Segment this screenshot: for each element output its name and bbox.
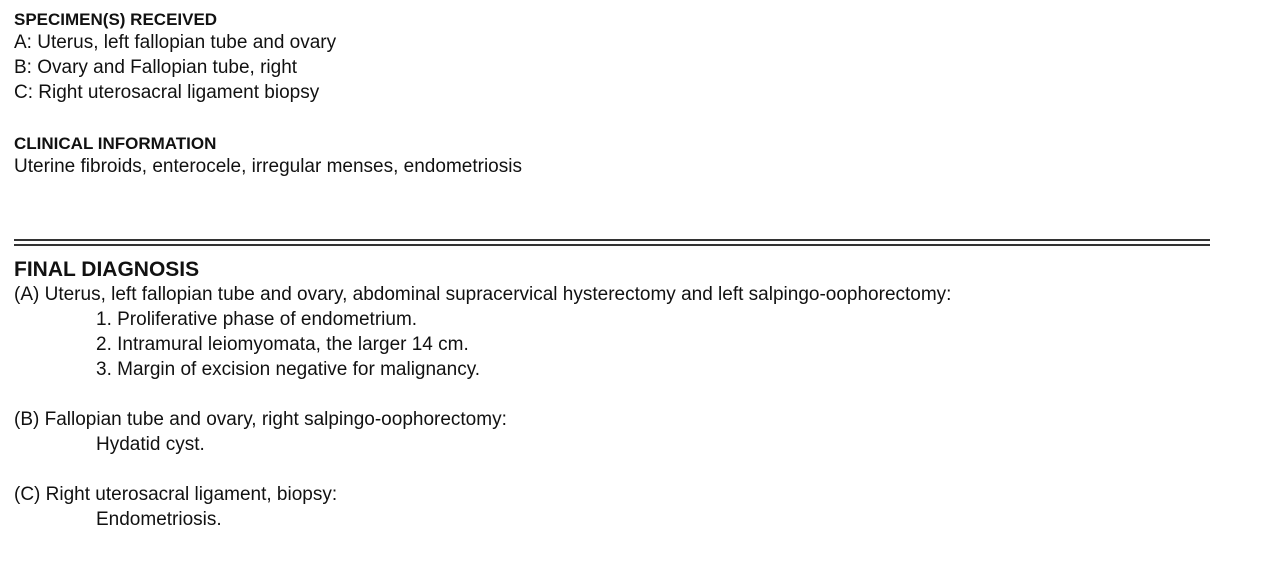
final-diagnosis-heading: FINAL DIAGNOSIS [14,258,200,281]
section-divider [14,239,1210,246]
specimen-item-b: B: Ovary and Fallopian tube, right [14,57,298,78]
clinical-section [14,134,522,179]
clinical-text: Uterine fibroids, enterocele, irregular menses, endometriosis [14,156,522,177]
diagnosis-a-finding-2: 2. Intramural leiomyomata, the larger 14 cm. [96,334,469,355]
diagnosis-a-finding-3: 3. Margin of excision negative for malignancy. [96,359,481,380]
diagnosis-a-title: (A) Uterus, left fallopian tube and ovary, abdominal supracervical hysterectomy and left salpingo-oophorectomy: [14,284,952,305]
diagnosis-c-finding: Endometriosis. [96,509,222,530]
specimen-item-a: A: Uterus, left fallopian tube and ovary [14,32,337,53]
clinical-heading: CLINICAL INFORMATION [14,134,217,153]
diagnosis-c-title: (C) Right uterosacral ligament, biopsy: [14,484,338,505]
diagnosis-b-title: (B) Fallopian tube and ovary, right salpingo-oophorectomy: [14,409,507,430]
specimens-heading: SPECIMEN(S) RECEIVED [14,10,218,29]
diagnosis-b-finding: Hydatid cyst. [96,434,205,455]
diagnosis-a-finding-1: 1. Proliferative phase of endometrium. [96,309,418,330]
final-diagnosis-section [14,257,951,532]
specimen-item-c: C: Right uterosacral ligament biopsy [14,82,320,103]
spacer [14,457,951,482]
spacer [14,382,951,407]
specimens-section [14,10,336,105]
